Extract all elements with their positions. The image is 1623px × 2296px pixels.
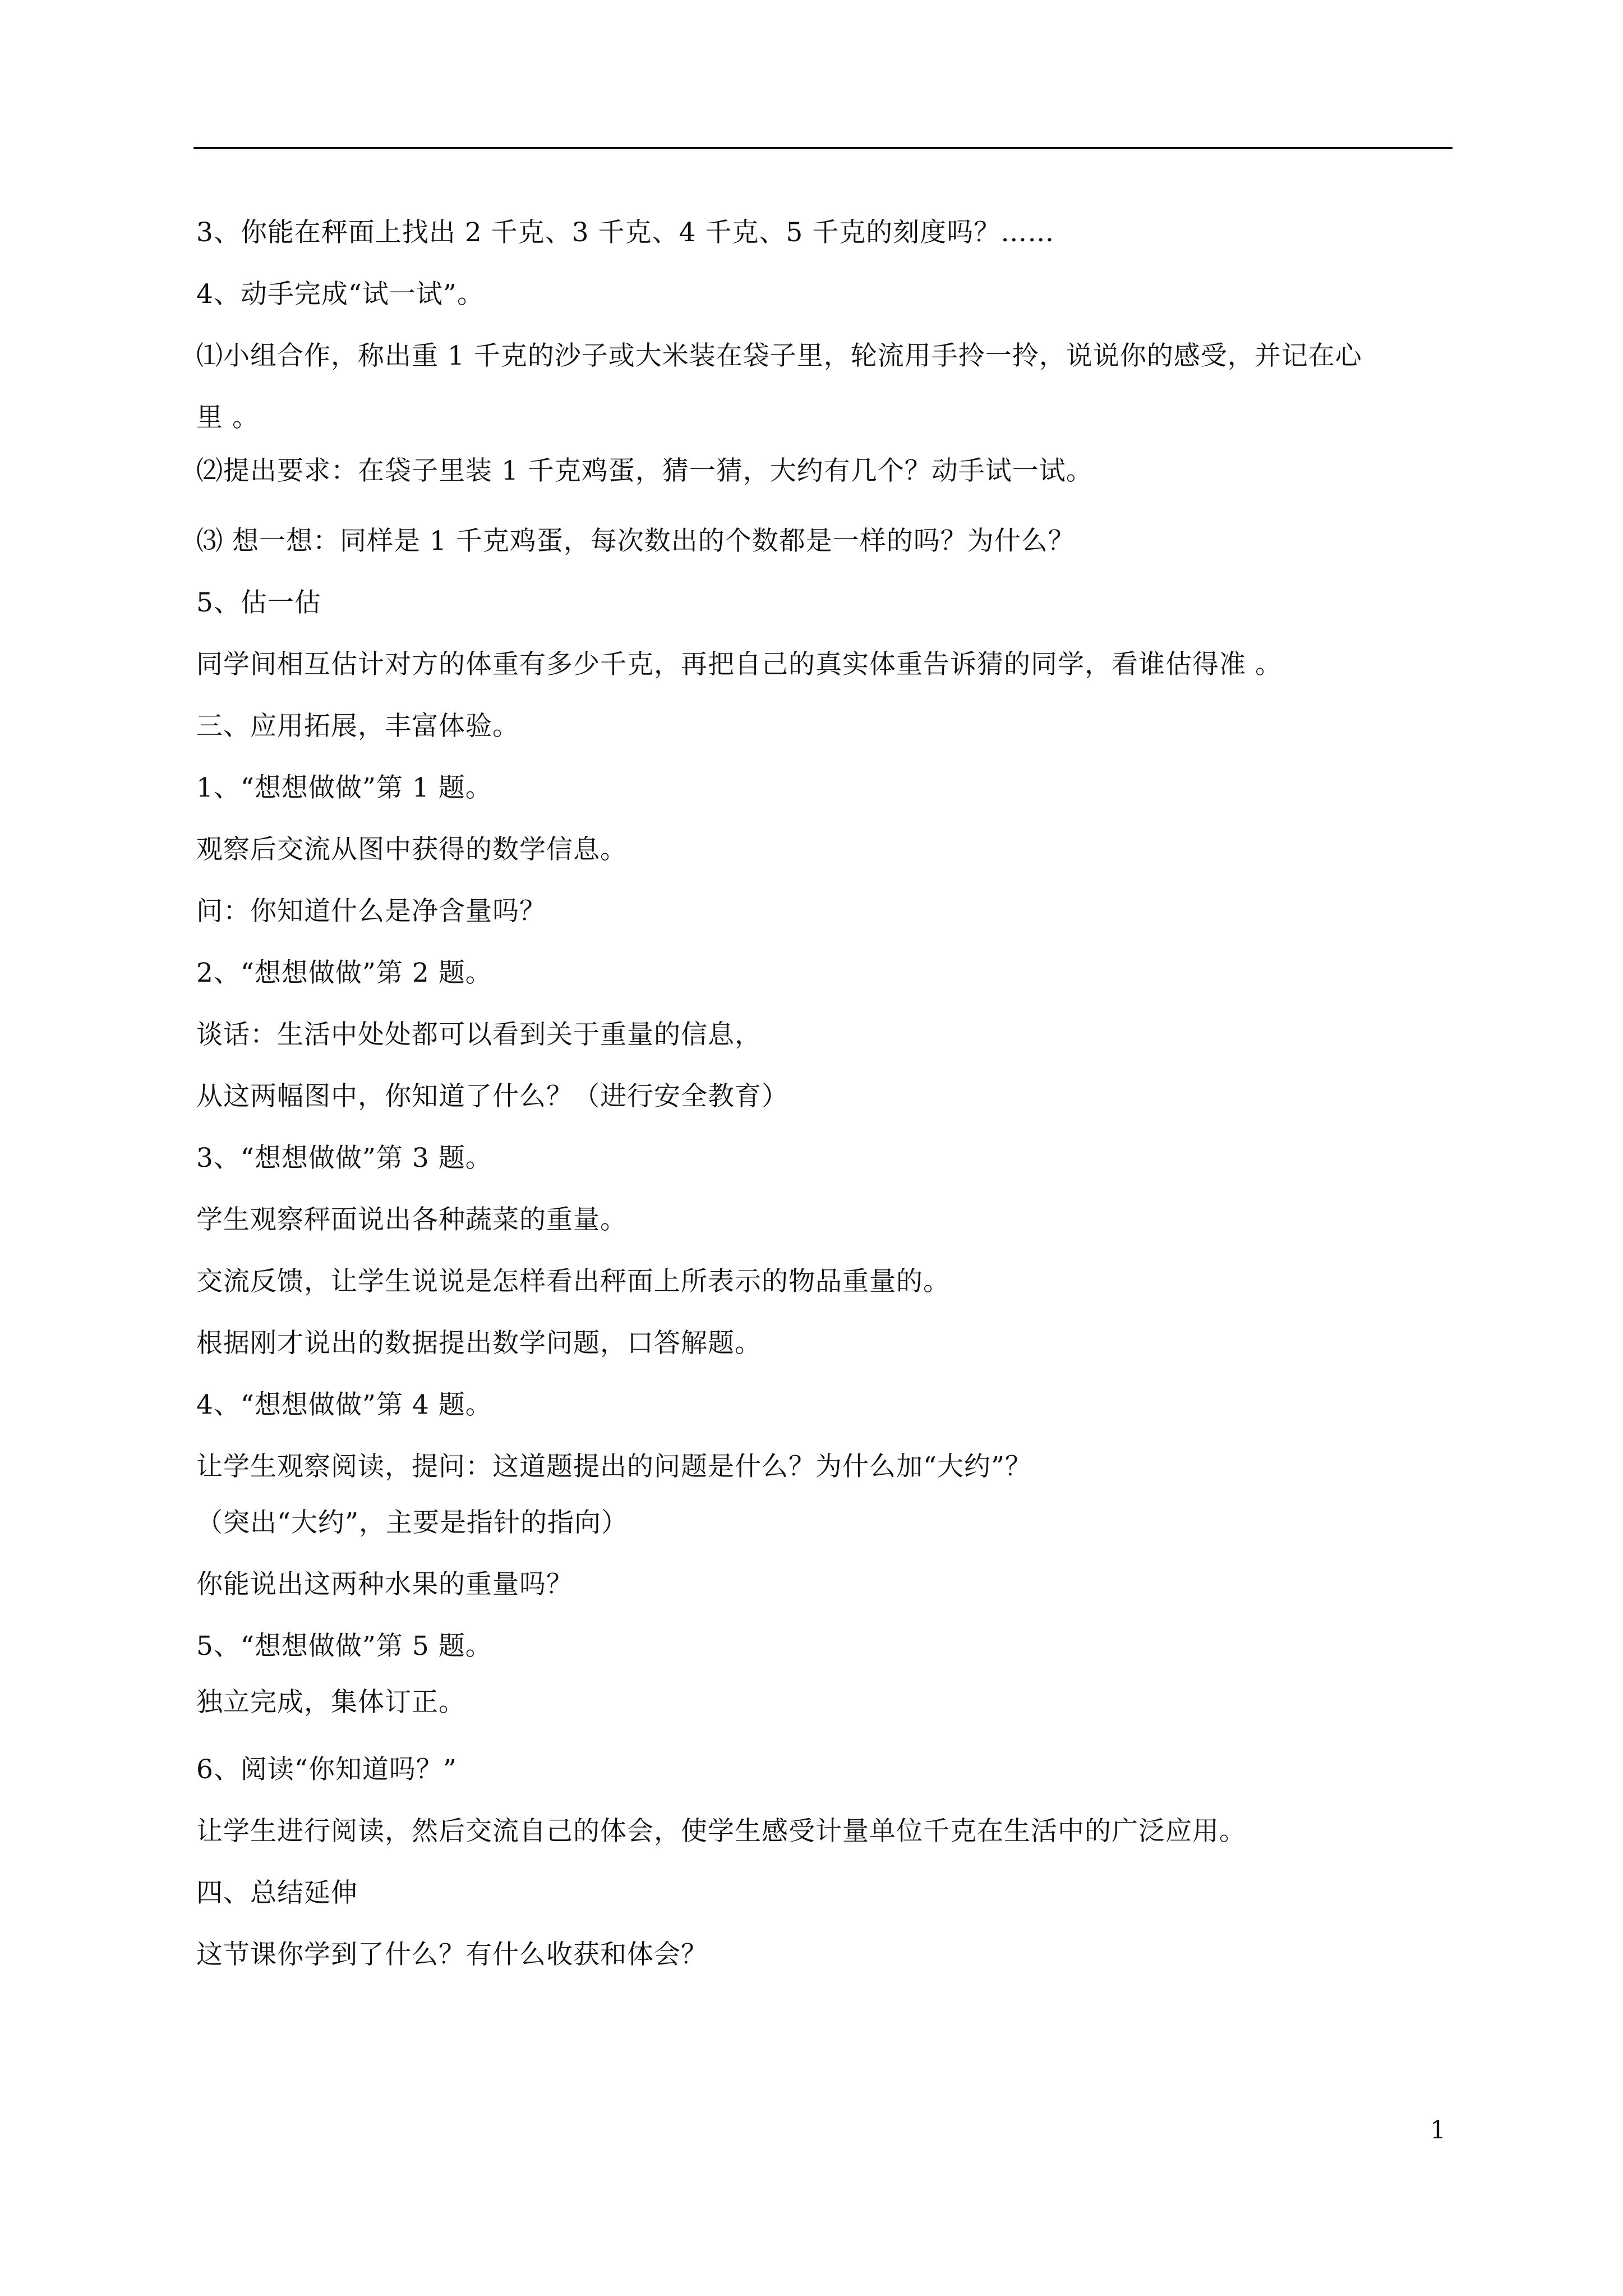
paragraph-line: 1、“想想做做”第 1 题。	[196, 772, 492, 803]
paragraph-line: 从这两幅图中，你知道了什么？（进行安全教育）	[196, 1081, 789, 1112]
paragraph-line: 这节课你学到了什么？有什么收获和体会？	[196, 1939, 708, 1970]
paragraph-line: 6、阅读“你知道吗？”	[196, 1754, 457, 1785]
paragraph-line: ⑶ 想一想：同样是 1 千克鸡蛋，每次数出的个数都是一样的吗？为什么？	[196, 526, 1075, 556]
paragraph-line: 同学间相互估计对方的体重有多少千克，再把自己的真实体重告诉猜的同学，看谁估得准 。	[196, 649, 1282, 680]
header-rule	[193, 147, 1453, 149]
paragraph-line: 3、“想想做做”第 3 题。	[196, 1143, 492, 1174]
paragraph-line: 5、估一估	[196, 587, 321, 618]
paragraph-line: 交流反馈，让学生说说是怎样看出秤面上所表示的物品重量的。	[196, 1266, 950, 1297]
paragraph-line: 2、“想想做做”第 2 题。	[196, 958, 492, 988]
paragraph-line: 三、应用拓展，丰富体验。	[196, 711, 519, 742]
paragraph-line: 问：你知道什么是净含量吗？	[196, 896, 546, 927]
paragraph-line: 根据刚才说出的数据提出数学问题，口答解题。	[196, 1328, 762, 1359]
paragraph-line: 里 。	[196, 402, 259, 433]
paragraph-line: 学生观察秤面说出各种蔬菜的重量。	[196, 1204, 627, 1235]
paragraph-line: （突出“大约”，主要是指针的指向）	[196, 1507, 629, 1538]
paragraph-line: 4、动手完成“试一试”。	[196, 279, 484, 310]
paragraph-line: 3、你能在秤面上找出 2 千克、3 千克、4 千克、5 千克的刻度吗？……	[196, 217, 1055, 248]
paragraph-line: 谈话：生活中处处都可以看到关于重量的信息，	[196, 1019, 762, 1050]
paragraph-line: 四、总结延伸	[196, 1878, 358, 1908]
paragraph-line: 独立完成，集体订正。	[196, 1687, 465, 1718]
paragraph-line: 4、“想想做做”第 4 题。	[196, 1389, 492, 1420]
paragraph-line: 观察后交流从图中获得的数学信息。	[196, 834, 627, 865]
paragraph-line: 让学生进行阅读，然后交流自己的体会，使学生感受计量单位千克在生活中的广泛应用。	[196, 1816, 1246, 1847]
paragraph-line: 你能说出这两种水果的重量吗？	[196, 1569, 573, 1600]
page-number: 1	[1430, 2116, 1446, 2145]
paragraph-line: ⑴小组合作，称出重 1 千克的沙子或大米装在袋子里，轮流用手拎一拎，说说你的感受，并记在心	[196, 341, 1362, 371]
paragraph-line: ⑵提出要求：在袋子里装 1 千克鸡蛋，猜一猜，大约有几个？动手试一试。	[196, 455, 1093, 486]
paragraph-line: 5、“想想做做”第 5 题。	[196, 1631, 492, 1662]
paragraph-line: 让学生观察阅读，提问：这道题提出的问题是什么？为什么加“大约”？	[196, 1451, 1032, 1482]
